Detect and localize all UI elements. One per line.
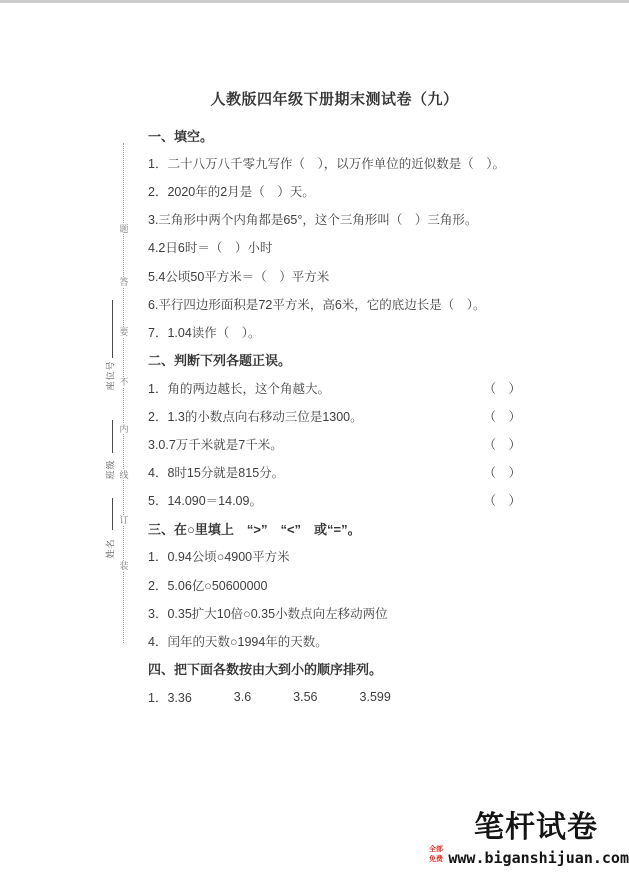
question-2-4 — [148, 458, 521, 486]
watermark — [429, 810, 629, 868]
class-blank-line — [112, 420, 113, 453]
question-3-4: 4．闰年的天数○1994年的天数。 — [148, 634, 328, 649]
question-text: 4．8时15分就是815分。 — [148, 466, 285, 481]
question-1-1: 1．二十八万八千零九写作（ ），以万作单位的近似数是（ ）。 — [148, 157, 505, 172]
order-number: 3.56 — [293, 689, 318, 704]
watermark-free-tag: 全部免费 — [429, 846, 443, 863]
question-1-6: 6.平行四边形面积是72平方米，高6米，它的底边长是（ ）。 — [148, 297, 486, 312]
question-3-2: 2．5.06亿○50600000 — [148, 578, 268, 593]
section-1-heading: 一、填空。 — [148, 128, 214, 144]
binding-note-char: 线 — [119, 470, 129, 480]
answer-parentheses: （ ） — [483, 409, 521, 424]
binding-note-char: 答 — [119, 277, 129, 287]
question-2-5 — [148, 486, 521, 514]
order-number-first: 1．3.36 — [148, 690, 192, 705]
answer-parentheses: （ ） — [483, 438, 521, 453]
question-3-1: 1．0.94公顷○4900平方米 — [148, 550, 290, 565]
question-2-2 — [148, 402, 521, 430]
name-blank-line — [112, 498, 113, 530]
answer-parentheses: （ ） — [483, 381, 521, 396]
binding-note-char: 题 — [119, 224, 129, 234]
seat-number-blank-line — [112, 300, 113, 358]
question-text: 3.0.7万千米就是7千米。 — [148, 438, 283, 453]
answer-parentheses: （ ） — [483, 466, 521, 481]
exam-content — [148, 90, 521, 711]
question-3-3: 3．0.35扩大10倍○0.35小数点向左移动两位 — [148, 606, 388, 621]
watermark-url: www.biganshijuan.com — [448, 849, 629, 867]
seat-number-label: 座位号 — [105, 360, 116, 391]
question-text: 5．14.090＝14.09。 — [148, 494, 262, 509]
question-2-1 — [148, 374, 521, 402]
binding-note-char: 不 — [119, 377, 129, 387]
class-label: 班级 — [105, 459, 116, 480]
binding-note-char: 装 — [119, 561, 129, 571]
answer-parentheses: （ ） — [483, 494, 521, 509]
page-title: 人教版四年级下册期末测试卷（九） — [210, 91, 459, 108]
order-number: 3.599 — [359, 689, 391, 704]
question-1-2: 2．2020年的2月是（ ）天。 — [148, 185, 315, 200]
section-4-heading: 四、把下面各数按由大到小的顺序排列。 — [148, 662, 383, 678]
question-1-7: 7．1.04读作（ ）。 — [148, 325, 261, 340]
page-top-border — [0, 0, 629, 3]
question-1-3: 3.三角形中两个内角都是65°，这个三角形叫（ ）三角形。 — [148, 213, 478, 228]
question-4-1 — [148, 683, 521, 711]
question-1-4: 4.2日6时＝（ ）小时 — [148, 241, 273, 256]
question-2-3 — [148, 430, 521, 458]
question-text: 2．1.3的小数点向右移动三位是1300。 — [148, 409, 363, 424]
watermark-brand: 笔杆试卷 — [474, 811, 598, 844]
question-text: 1．角的两边越长，这个角越大。 — [148, 381, 330, 396]
binding-note-char: 内 — [119, 424, 129, 434]
name-label: 姓名 — [105, 538, 116, 559]
section-3-heading: 三、在○里填上 “>” “<” 或“=”。 — [148, 521, 361, 537]
binding-note-char: 要 — [119, 327, 129, 337]
order-number: 3.6 — [233, 689, 252, 704]
binding-note-char: 订 — [119, 515, 129, 525]
question-1-5: 5.4公顷50平方米＝（ ）平方米 — [148, 269, 330, 284]
watermark-url-line — [429, 844, 629, 868]
section-2-heading: 二、判断下列各题正误。 — [148, 353, 292, 369]
